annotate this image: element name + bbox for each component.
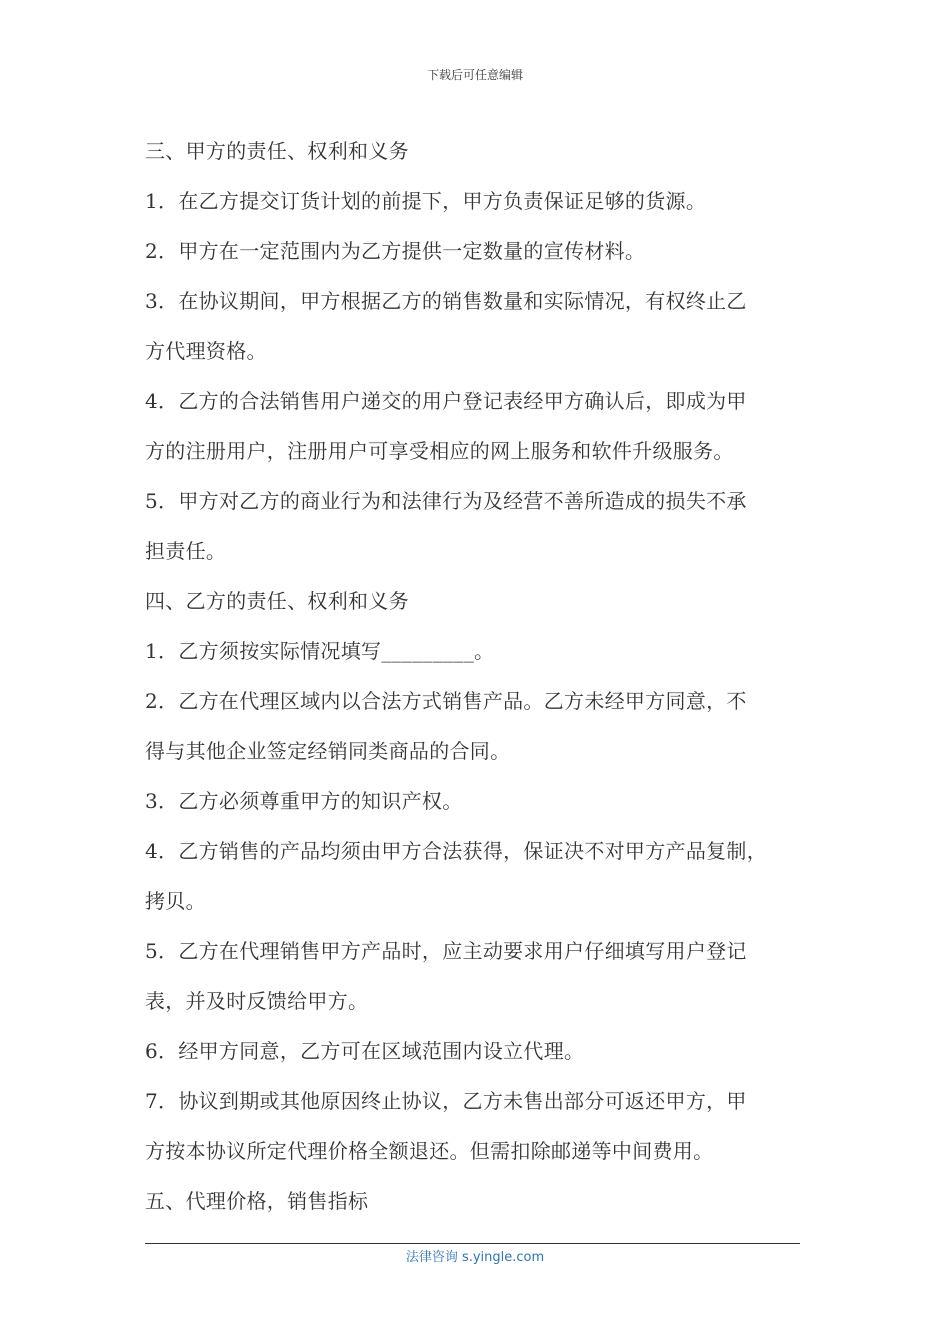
paragraph-line: 拷贝。	[145, 889, 206, 913]
paragraph-line: 4．乙方销售的产品均须由甲方合法获得，保证决不对甲方产品复制，	[145, 839, 768, 863]
footer-divider	[145, 1243, 800, 1244]
paragraph-line: 得与其他企业签定经销同类商品的合同。	[145, 739, 511, 763]
paragraph-line: 3．在协议期间，甲方根据乙方的销售数量和实际情况，有权终止乙	[145, 289, 747, 313]
paragraph-line: 5．甲方对乙方的商业行为和法律行为及经营不善所造成的损失不承	[145, 489, 747, 513]
paragraph-line: 2．乙方在代理区域内以合法方式销售产品。乙方未经甲方同意，不	[145, 689, 747, 713]
paragraph-line: 2．甲方在一定范围内为乙方提供一定数量的宣传材料。	[145, 239, 646, 263]
paragraph-line: 1．在乙方提交订货计划的前提下，甲方负责保证足够的货源。	[145, 189, 707, 213]
paragraph-line: 3．乙方必须尊重甲方的知识产权。	[145, 789, 463, 813]
section-heading: 四、乙方的责任、权利和义务	[145, 589, 409, 613]
section-heading: 三、甲方的责任、权利和义务	[145, 139, 409, 163]
document-body	[145, 126, 825, 1226]
paragraph-line: 7．协议到期或其他原因终止协议，乙方未售出部分可返还甲方，甲	[145, 1089, 747, 1113]
paragraph-line: 方的注册用户，注册用户可享受相应的网上服务和软件升级服务。	[145, 439, 734, 463]
paragraph-line: 1．乙方须按实际情况填写_________。	[145, 639, 495, 663]
section-heading: 五、代理价格，销售指标	[145, 1189, 369, 1213]
paragraph-line: 方代理资格。	[145, 339, 267, 363]
page-header: 下载后可任意编辑	[426, 68, 523, 82]
paragraph-line: 方按本协议所定代理价格全额退还。但需扣除邮递等中间费用。	[145, 1139, 714, 1163]
paragraph-line: 担责任。	[145, 539, 227, 563]
paragraph-line: 4．乙方的合法销售用户递交的用户登记表经甲方确认后，即成为甲	[145, 389, 747, 413]
footer-link[interactable]: 法律咨询 s.yingle.com	[405, 1250, 545, 1265]
paragraph-line: 6．经甲方同意，乙方可在区域范围内设立代理。	[145, 1039, 585, 1063]
paragraph-line: 表，并及时反馈给甲方。	[145, 989, 369, 1013]
paragraph-line: 5．乙方在代理销售甲方产品时，应主动要求用户仔细填写用户登记	[145, 939, 747, 963]
